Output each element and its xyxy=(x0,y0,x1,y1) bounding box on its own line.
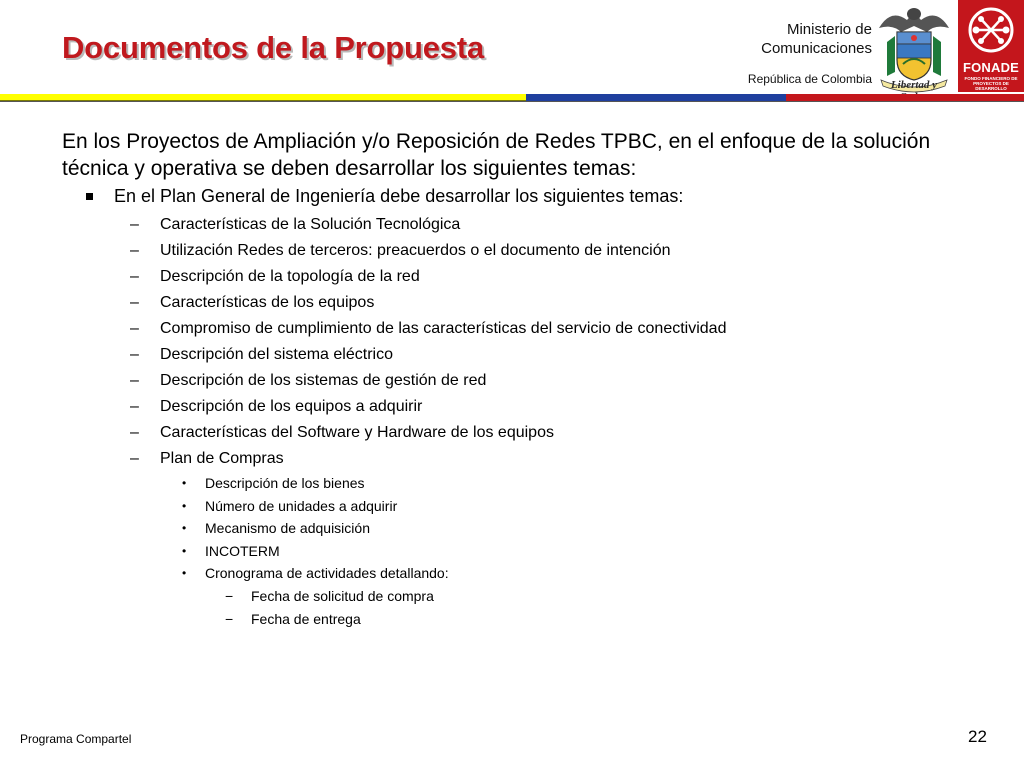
nested-list-item xyxy=(62,608,992,631)
page-title: Documentos de la Propuesta xyxy=(62,30,485,65)
list-item xyxy=(62,238,992,264)
fonade-emblem-icon xyxy=(958,0,1024,60)
header-divider xyxy=(0,101,1024,102)
fonade-subtitle: FONDO FINANCIERO DE PROYECTOS DE DESARROLLO xyxy=(964,76,1018,91)
list-item xyxy=(62,394,992,420)
fonade-wordmark: FONADE xyxy=(962,60,1020,75)
list-item xyxy=(62,446,992,472)
list-item xyxy=(62,342,992,368)
minus-bullet-icon: − xyxy=(225,587,234,604)
sub-list-item-text: Número de unidades a adquirir xyxy=(205,497,398,514)
dot-bullet-icon: • xyxy=(182,521,187,535)
nested-list-item-text: Fecha de solicitud de compra xyxy=(251,587,434,604)
list-item-text: Características de los equipos xyxy=(160,294,375,311)
list-item-text: Utilización Redes de terceros: preacuerdos o el documento de intención xyxy=(160,242,671,259)
header-bar-blue xyxy=(526,94,786,101)
list-item-text: Descripción del sistema eléctrico xyxy=(160,346,393,363)
list-item-text: Plan de Compras xyxy=(160,450,284,467)
fonade-logo xyxy=(958,0,1024,92)
sub-list-item xyxy=(62,495,992,518)
dash-bullet-icon: – xyxy=(130,450,139,467)
intro-paragraph: En los Proyectos de Ampliación y/o Reposición de Redes TPBC, en el enfoque de la solución técnica y operativa se deben desarrollar los siguientes temas: xyxy=(62,130,931,180)
dash-bullet-icon: – xyxy=(130,398,139,415)
header-bar-yellow xyxy=(0,94,526,101)
sub-list-item xyxy=(62,472,992,495)
dash-bullet-icon: – xyxy=(130,346,139,363)
list-item-text: Descripción de los sistemas de gestión de red xyxy=(160,372,487,389)
list-item-text: Descripción de la topología de la red xyxy=(160,268,420,285)
square-bullet-icon xyxy=(86,193,93,200)
dash-bullet-icon: – xyxy=(130,216,139,233)
list-item-text: Características de la Solución Tecnológica xyxy=(160,216,461,233)
sub-list-item-text: Descripción de los bienes xyxy=(205,475,365,491)
dot-bullet-icon: • xyxy=(182,476,187,490)
republic-label: República de Colombia xyxy=(747,72,872,86)
sub-list-item-text: Cronograma de actividades detallando: xyxy=(205,565,449,581)
dash-bullet-icon: – xyxy=(130,372,139,389)
list-item xyxy=(62,368,992,394)
slide-body xyxy=(62,128,992,631)
nested-list-item xyxy=(62,585,992,608)
sub-list-item-text: Mecanismo de adquisición xyxy=(205,520,370,536)
nested-list-item-text: Fecha de entrega xyxy=(251,610,361,627)
footer-program: Programa Compartel xyxy=(20,732,132,746)
sub-list-item xyxy=(62,540,992,563)
list-item-text: Características del Software y Hardware de los equipos xyxy=(160,424,554,441)
dash-bullet-icon: – xyxy=(130,320,139,337)
dash-bullet-icon: – xyxy=(130,268,139,285)
dot-bullet-icon: • xyxy=(182,543,187,558)
minus-bullet-icon: − xyxy=(225,610,234,627)
sub-list-item xyxy=(62,562,992,585)
list-item xyxy=(62,420,992,446)
page-number: 22 xyxy=(968,727,987,746)
main-bullet xyxy=(62,186,992,212)
dot-bullet-icon: • xyxy=(182,498,187,513)
list-item xyxy=(62,316,992,342)
dash-bullet-icon: – xyxy=(130,242,139,259)
header-bar-red xyxy=(786,94,1024,101)
ministry-line-1: Ministerio de xyxy=(786,21,872,38)
list-item xyxy=(62,212,992,238)
sub-list-item-text: INCOTERM xyxy=(205,542,280,559)
dash-bullet-icon: – xyxy=(130,424,139,441)
main-bullet-text: En el Plan General de Ingeniería debe desarrollar los siguientes temas: xyxy=(114,186,684,206)
list-item xyxy=(62,264,992,290)
list-item-text: Descripción de los equipos a adquirir xyxy=(160,398,423,415)
ministry-name xyxy=(761,20,872,58)
ministry-line-2: Comunicaciones xyxy=(761,40,872,57)
list-item-text: Compromiso de cumplimiento de las características del servicio de conectividad xyxy=(160,320,727,337)
list-item xyxy=(62,290,992,316)
motto-label: Libertad y xyxy=(890,79,938,91)
sub-list-item xyxy=(62,517,992,540)
dash-bullet-icon: – xyxy=(130,294,139,311)
dot-bullet-icon: • xyxy=(182,566,187,580)
